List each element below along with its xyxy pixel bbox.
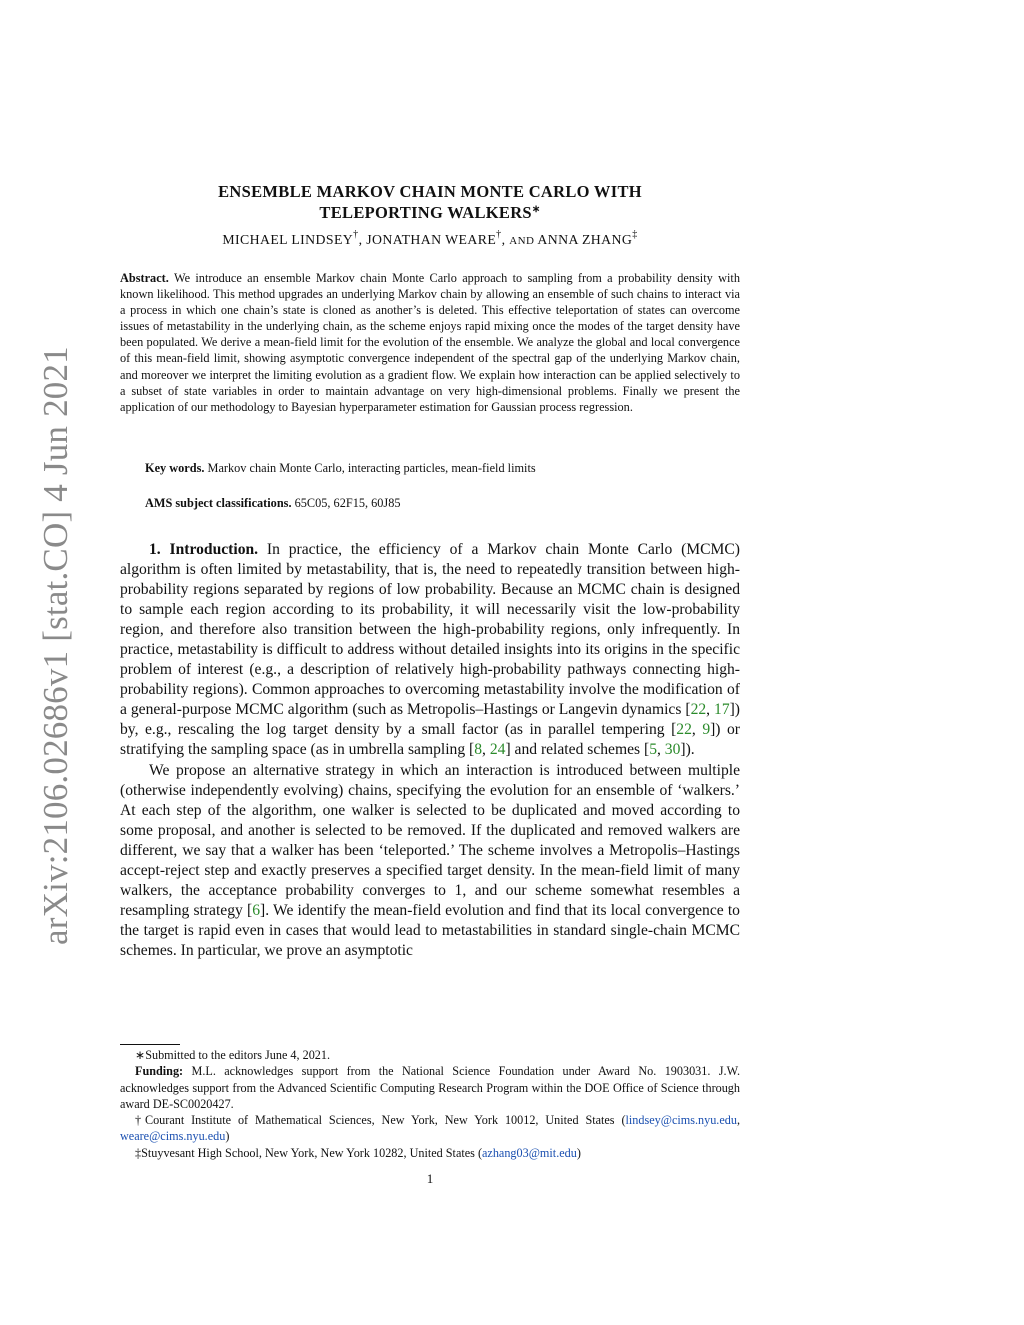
paragraph-text: ]) or stratifying the sampling space (as in umbrella sampling [	[120, 721, 741, 759]
citation-link[interactable]: 22	[690, 701, 707, 719]
paragraph-text: ]. We identify the mean-field evolution and find that its local convergence to the target is rapid even in cases that would lead to metastabilities in standard single-chain MCMC schemes. In particular, we prove an asymptotic	[120, 901, 740, 959]
citation-link[interactable]: 8	[474, 741, 483, 759]
footnote: †Courant Institute of Mathematical Sciences, New York, New York 10012, United States (lindsey@cims.nyu.edu, weare@cims.nyu.edu)	[120, 1113, 740, 1144]
footnote	[120, 1063, 740, 1112]
paragraph: 1. Introduction. In practice, the efficiency of a Markov chain Monte Carlo (MCMC) algorithm is often limited by metastability, that is, the need to repeatedly transition between high-probability regions separated by regions of low probability. Because an MCMC chain is designed to sample each region according to its probability, it will necessarily visit the low-probability region, and therefore also transition between the high-probability regions, only infrequently. In practice, metastability is difficult to address without detailed insights into its origins in the specific problem of interest (e.g., a description of relatively high-probability pathways connecting high-probability regions). Common approaches to overcoming metastability involve the modification of a general-purpose MCMC algorithm (such as Metropolis–Hastings or Langevin dynamics [22, 17]) by, e.g., rescaling the log target density by a small factor (as in parallel tempering [22, 9]) or stratifying the sampling space (as in umbrella sampling [8, 24] and related schemes [5, 30]).	[120, 541, 741, 759]
footnote-text: ‡Stuyvesant High School, New York, New York 10282, United States (	[135, 1145, 483, 1160]
citation-link[interactable]: 24	[489, 741, 506, 759]
email-link[interactable]: weare@cims.nyu.edu	[120, 1129, 226, 1144]
ams-text: 65C05, 62F15, 60J85	[294, 496, 401, 510]
citation-link[interactable]: 22	[676, 721, 692, 739]
arxiv-identifier-margin	[0, 0, 75, 1325]
ams-label: AMS subject classifications.	[145, 496, 292, 510]
paragraph-text: We propose an alternative strategy in which an interaction is introduced between multiple (otherwise independently evolving) chains, specifying the evolution for an ensemble of ‘walkers.’ At each step of the algorithm, one walker is selected to be duplicated and moved according to some proposal, and another is selected to be removed. If the duplicated and removed walkers are different, we say that a walker has been ‘teleported.’ The scheme involves a Metropolis–Hastings accept-reject step and exactly preserves a specified target density. In the mean-field limit of many walkers, the acceptance probability converges to 1, and our scheme somewhat resembles a resampling strategy [	[120, 761, 740, 919]
author-conjunction: AND	[509, 235, 535, 247]
author-mark: †	[353, 229, 359, 240]
page-number: 1	[426, 1171, 434, 1186]
citation-link[interactable]: 9	[702, 721, 711, 739]
author-name: JONATHAN WEARE	[366, 232, 497, 247]
funding-label: Funding:	[135, 1064, 184, 1079]
author-mark: ‡	[632, 229, 638, 240]
title-footnote-mark: ∗	[531, 204, 541, 215]
paragraph	[120, 761, 740, 961]
email-link[interactable]: lindsey@cims.nyu.edu	[625, 1113, 737, 1128]
keywords-text: Markov chain Monte Carlo, interacting particles, mean-field limits	[207, 461, 536, 475]
arxiv-identifier[interactable]: arXiv:2106.02686v1 [stat.CO] 4 Jun 2021	[36, 346, 75, 945]
title-line-2-text: TELEPORTING WALKERS	[319, 203, 532, 222]
keywords	[145, 461, 536, 476]
footnote-divider	[120, 1044, 180, 1045]
citation-link[interactable]: 6	[252, 901, 260, 919]
paragraph-text: ] and related schemes [	[505, 741, 650, 759]
footnote: ∗Submitted to the editors June 4, 2021.	[135, 1048, 331, 1062]
footnote: ‡Stuyvesant High School, New York, New York 10282, United States (azhang03@mit.edu)	[135, 1145, 581, 1160]
ams-classifications	[145, 496, 401, 511]
footnote-text: †Courant Institute of Mathematical Sciences, New York, New York 10012, United States (	[135, 1113, 626, 1128]
abstract-text: We introduce an ensemble Markov chain Monte Carlo approach to sampling from a probability density with known likelihood. This method upgrades an underlying Markov chain by allowing an ensemble of such chains to interact via a process in which one chain’s state is cloned as another’s is deleted. This effective teleportation of states can overcome issues of metastability in the underlying chain, as the scheme enjoys rapid mixing once the modes of the target density have been populated. We derive a mean-field limit for the evolution of the ensemble. We analyze the global and local convergence of this mean-field limit, showing asymptotic convergence independent of the spectral gap of the underlying Markov chain, and moreover we interpret the limiting evolution as a gradient flow. We explain how interaction can be applied selectively to a subset of state variables in order to maintain advantage on very high-dimensional problems. Finally we present the application of our methodology to Bayesian hyperparameter estimation for Gaussian process regression.	[120, 271, 740, 414]
keywords-label: Key words.	[145, 461, 205, 475]
funding-text: M.L. acknowledges support from the National Science Foundation under Award No. 1903031. J.W. acknowledges support from the Advanced Scientific Computing Research Program within the DOE Office of Science through award DE-SC0020427.	[120, 1064, 740, 1111]
email-link[interactable]: azhang03@mit.edu	[482, 1145, 577, 1160]
citation-link[interactable]: 5	[649, 741, 657, 759]
author-mark: †	[496, 229, 502, 240]
author-name: MICHAEL LINDSEY	[222, 232, 354, 247]
paper-title	[120, 181, 740, 223]
author-list: MICHAEL LINDSEY†, JONATHAN WEARE†, AND ANNA ZHANG‡	[222, 229, 638, 247]
section-heading: 1. Introduction.	[149, 541, 259, 558]
footnotes	[120, 1047, 740, 1161]
title-line-1: ENSEMBLE MARKOV CHAIN MONTE CARLO WITH	[218, 182, 642, 201]
abstract	[120, 270, 740, 415]
citation-link[interactable]: 30	[664, 741, 681, 759]
title-line-2	[120, 202, 740, 223]
author-name: ANNA ZHANG	[537, 232, 633, 247]
abstract-label: Abstract.	[120, 271, 169, 285]
citation-link[interactable]: 17	[714, 701, 730, 719]
paragraph-text: In practice, the efficiency of a Markov chain Monte Carlo (MCMC) algorithm is often limited by metastability, that is, the need to repeatedly transition between high-probability regions separated by regions of low probability. Because an MCMC chain is designed to sample each region according to its probability, it will necessarily visit the low-probability region, and therefore also transition between the high-probability regions, only infrequently. In practice, metastability is difficult to address without detailed insights into its origins in the specific problem of interest (e.g., a description of relatively high-probability pathways connecting high-probability regions). Common approaches to overcoming metastability involve the modification of a general-purpose MCMC algorithm (such as Metropolis–Hastings or Langevin dynamics [	[120, 541, 740, 719]
paragraph-text: ]).	[680, 741, 695, 759]
introduction-section	[120, 540, 740, 961]
paragraph-text: ]) by, e.g., rescaling the log target density by a small factor (as in parallel tempering [	[120, 701, 740, 739]
